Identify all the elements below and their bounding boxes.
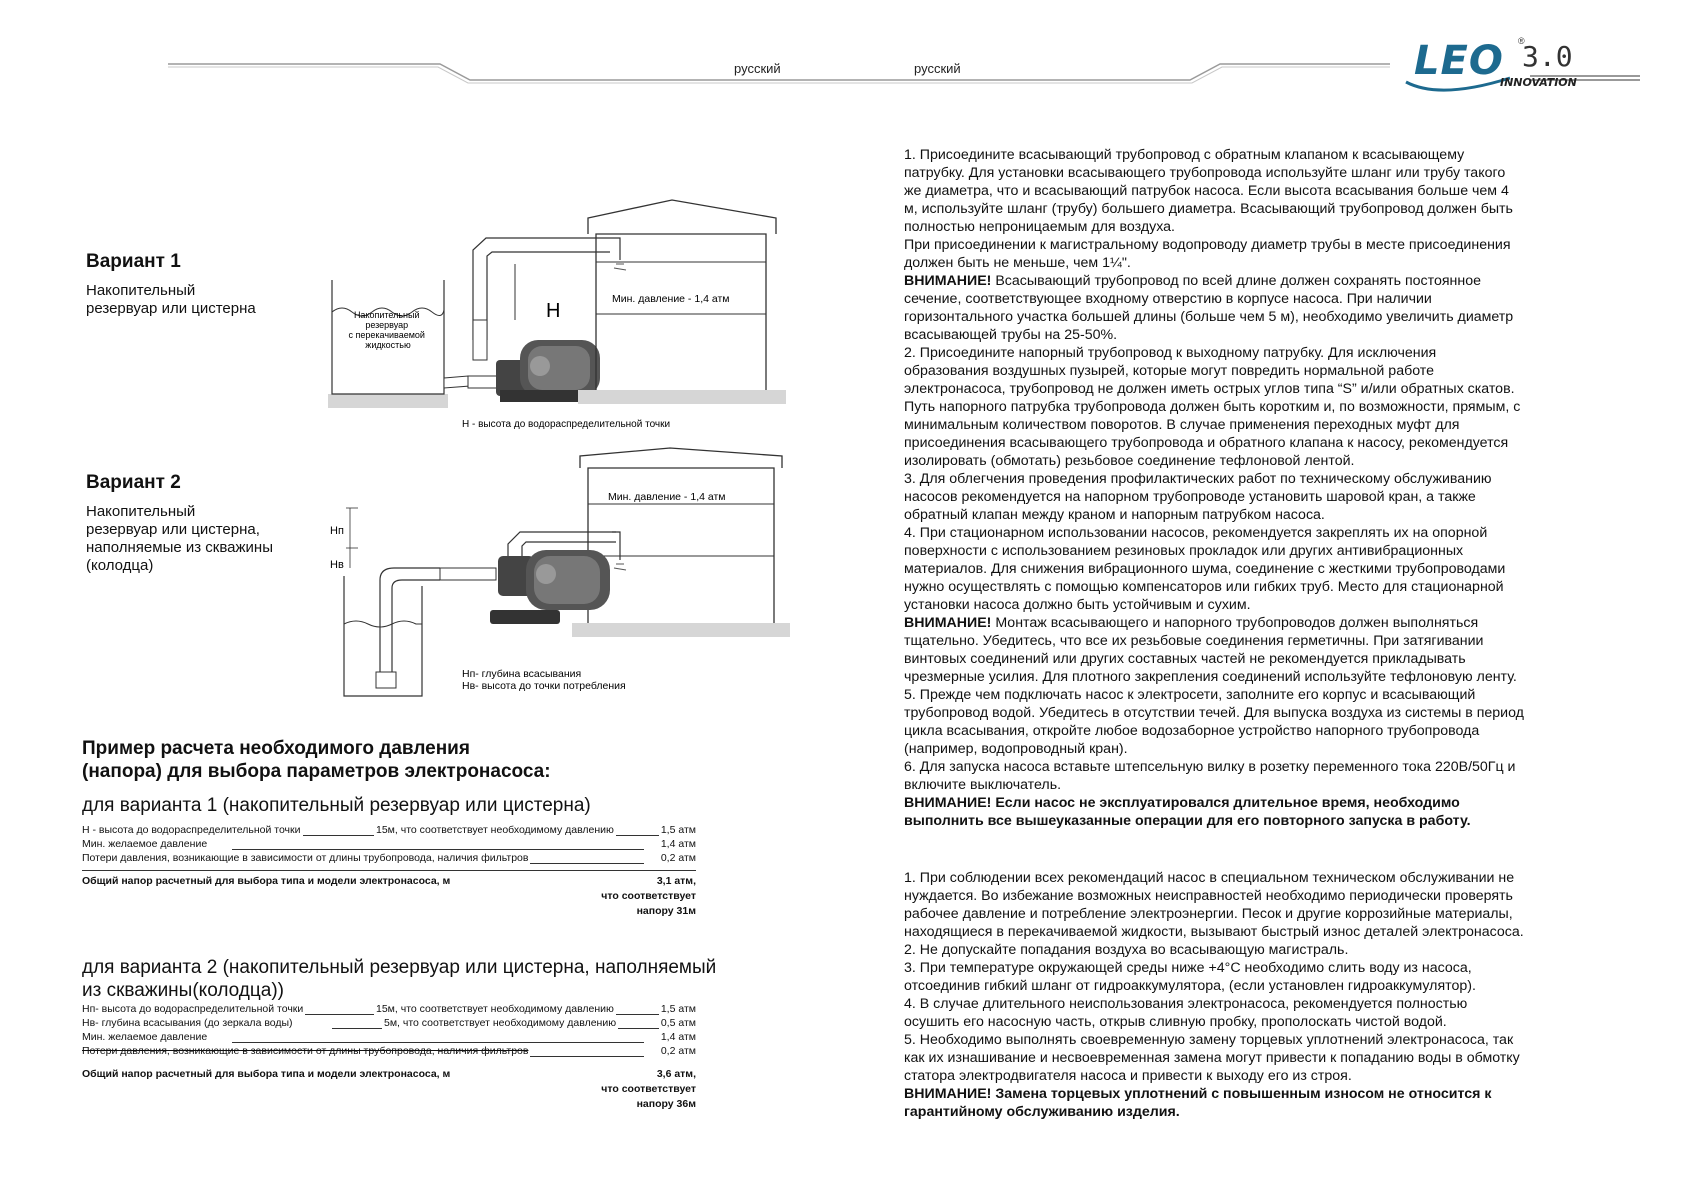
installation-line: материалов. Для снижения вибрационного шума, соединение с жесткими трубопроводами bbox=[904, 561, 1506, 577]
calc-row-value: 0,2 атм bbox=[660, 852, 696, 864]
calc-title-line: Пример расчета необходимого давления bbox=[82, 738, 470, 759]
variant2-desc-line: наполняемые из скважины bbox=[86, 539, 273, 556]
min-pressure-label: Мин. давление - 1,4 атм bbox=[608, 491, 726, 503]
installation-line: горизонтального участка большей длины (больше чем 5 м), необходимо увеличить диаметр bbox=[904, 309, 1514, 325]
calc-row-label: Hв- глубина всасывания (до зеркала воды) bbox=[82, 1017, 293, 1029]
warning-label: ВНИМАНИЕ! bbox=[904, 273, 992, 289]
warning-label: ВНИМАНИЕ! bbox=[904, 615, 992, 631]
maintenance-line: 3. При температуре окружающей среды ниже +4°С необходимо слить воду из насоса, bbox=[904, 960, 1472, 976]
maintenance-line: как их изнашивание и несвоевременная замена могут привести к попаданию воды в обмотку bbox=[904, 1050, 1520, 1066]
logo-tagline: INNOVATION bbox=[1500, 76, 1577, 89]
calc-v1-row bbox=[82, 838, 696, 851]
installation-line: (например, водопроводный кран). bbox=[904, 741, 1128, 757]
calc-v2-row bbox=[82, 1017, 696, 1030]
calc-v2-subtitle-line: для варианта 2 (накопительный резервуар или цистерна, наполняемый bbox=[82, 957, 717, 978]
variant1-desc-line: Накопительный bbox=[86, 282, 196, 299]
installation-line: 5. Прежде чем подключать насос к электросети, заполните его корпус и всасывающий bbox=[904, 687, 1476, 703]
installation-line: минимальным количеством поворотов. В случае применения переходных муфт для bbox=[904, 417, 1460, 433]
maintenance-line: осушить его насосную часть, открыв сливную пробку, прополоскать чистой водой. bbox=[904, 1014, 1447, 1030]
diagram-caption: H - высота до водораспределительной точки bbox=[462, 419, 671, 430]
discharge-pipe bbox=[473, 238, 610, 340]
calc-row-label: Hп- высота до водораспределительной точки bbox=[82, 1003, 304, 1015]
installation-line: полностью непроницаемым для воздуха. bbox=[904, 219, 1175, 235]
variant1-title: Вариант 1 bbox=[86, 251, 181, 272]
calc-v1-row bbox=[82, 852, 696, 865]
installation-line: сечение, соответствующее входному отверстию в корпусе насоса. При наличии bbox=[904, 291, 1432, 307]
ground-slab bbox=[328, 394, 448, 408]
installation-line: должен быть не меньше, чем 1¼". bbox=[904, 255, 1131, 271]
calc-row-value: 1,5 атм bbox=[660, 1003, 696, 1015]
house-foundation bbox=[572, 623, 790, 637]
calc-v1-divider bbox=[82, 870, 696, 871]
logo-brand-text: LEO bbox=[1414, 38, 1504, 84]
calc-title bbox=[82, 737, 551, 783]
installation-line: винтовых соединений или других составных частей не рекомендуется прикладывать bbox=[904, 651, 1466, 667]
brand-logo bbox=[1400, 36, 1650, 96]
installation-line: чрезмерные усилия. Для плотного закрепления соединений используйте тефлоновую ленту. bbox=[904, 669, 1517, 685]
installation-line bbox=[904, 794, 1524, 812]
installation-line: трубопровод водой. Убедитесь в отсутствии течей. Для выпуска воздуха из системы в период bbox=[904, 705, 1524, 721]
installation-line: м, используйте шланг (трубу) большего диаметра. Всасывающий трубопровод должен быть bbox=[904, 201, 1513, 217]
suction-pipe bbox=[440, 568, 496, 580]
installation-line: 2. Присоедините напорный трубопровод к выходному патрубку. Для исключения bbox=[904, 345, 1437, 361]
calc-total-value: 3,6 атм, что соответствует напору 36м bbox=[601, 1068, 696, 1110]
installation-line: 4. При стационарном использовании насосов, рекомендуется закреплять их на опорной bbox=[904, 525, 1488, 541]
maintenance-line: статора электродвигателя насоса и привести к выходу его из строя. bbox=[904, 1068, 1352, 1084]
pump-icon bbox=[490, 550, 610, 624]
installation-line: патрубку. Для установки всасывающего трубопровода используйте шланг или трубу такого bbox=[904, 165, 1506, 181]
height-label: H bbox=[546, 300, 561, 322]
hp-label: Hп bbox=[330, 525, 344, 537]
calc-row-note: 5м, что соответствует необходимому давлению bbox=[384, 1017, 617, 1029]
house-foundation bbox=[578, 390, 786, 404]
calc-v1-row bbox=[82, 824, 696, 837]
min-pressure-label: Мин. давление - 1,4 атм bbox=[612, 293, 730, 305]
logo-version-text: 3.0 bbox=[1522, 40, 1573, 73]
installation-line: присоединения всасывающего трубопровода и обратного клапана к насосу, рекомендуется bbox=[904, 435, 1509, 451]
variant2-description bbox=[86, 503, 273, 575]
diagram-legend: Hп- глубина всасывания Hв- высота до точки потребления bbox=[462, 668, 626, 692]
installation-line: установки насоса должно быть устойчивым и сухим. bbox=[904, 597, 1251, 613]
house-roof bbox=[588, 200, 776, 234]
installation-line: включите выключатель. bbox=[904, 777, 1062, 793]
variant2-desc-line: резервуар или цистерна, bbox=[86, 521, 260, 538]
warning-label: ВНИМАНИЕ! Замена торцевых уплотнений с повышенным износом не относится к bbox=[904, 1086, 1492, 1102]
installation-line: насосов рекомендуется на напорном трубопроводе установить шаровой кран, а также bbox=[904, 489, 1476, 505]
calc-title-line: (напора) для выбора параметров электронасоса: bbox=[82, 761, 551, 782]
tank-label: Накопительный резервуар с перекачиваемой жидкостью bbox=[348, 310, 425, 350]
installation-line: изолировать (обмотать) резьбовое соединение тефлоновой лентой. bbox=[904, 453, 1355, 469]
house-roof bbox=[580, 448, 782, 468]
calc-row-label: Потери давления, возникающие в зависимости от длины трубопровода, наличия фильтров bbox=[82, 852, 529, 864]
installation-line: ВНИМАНИЕ! Всасывающий трубопровод по всей длине должен сохранять постоянное bbox=[904, 273, 1482, 289]
installation-line: же диаметра, что и всасывающий патрубок насоса. Если высота всасывания больше чем 4 bbox=[904, 183, 1509, 199]
calc-v2-subtitle bbox=[82, 956, 716, 1002]
variant1-desc-line: резервуар или цистерна bbox=[86, 300, 256, 317]
warning-label: гарантийному обслуживанию изделия. bbox=[904, 1104, 1180, 1120]
installation-line: образования воздушных пузырей, которые могут повредить нормальной работе bbox=[904, 363, 1435, 379]
calc-v2-row bbox=[82, 1003, 696, 1016]
installation-line: 6. Для запуска насоса вставьте штепсельную вилку в розетку переменного тока 220В/50Гц и bbox=[904, 759, 1516, 775]
warning-label: выполнить все вышеуказанные операции для его повторного запуска в работу. bbox=[904, 813, 1471, 829]
maintenance-line bbox=[904, 1085, 1524, 1103]
calc-v2-row bbox=[82, 1031, 696, 1044]
installation-line: ВНИМАНИЕ! Монтаж всасывающего и напорного трубопроводов должен выполняться bbox=[904, 615, 1479, 631]
maintenance-line: нуждается. Во избежание возможных неисправностей необходимо периодически проверять bbox=[904, 888, 1513, 904]
calc-total-label: Общий напор расчетный для выбора типа и модели электронасоса, м bbox=[82, 875, 451, 887]
tap-icon bbox=[610, 238, 620, 260]
maintenance-line: 2. Не допускайте попадания воздуха во всасывающую магистраль. bbox=[904, 942, 1349, 958]
maintenance-line: 4. В случае длительного неиспользования электронасоса, рекомендуется полностью bbox=[904, 996, 1468, 1012]
installation-line: всасывающей трубы на 25-50%. bbox=[904, 327, 1118, 343]
calc-row-label: Мин. желаемое давление bbox=[82, 1031, 208, 1043]
installation-line: 3. Для облегчения проведения профилактических работ по техническому обслуживанию bbox=[904, 471, 1492, 487]
language-label-left: русский bbox=[734, 61, 781, 76]
installation-line: нужно осуществлять с помощью компенсаторов или гибких труб. Место для стационарной bbox=[904, 579, 1504, 595]
calc-row-value: 1,4 атм bbox=[660, 838, 696, 850]
maintenance-line: рабочее давление и потребление электроэнергии. Песок и другие коррозийные материалы, bbox=[904, 906, 1513, 922]
hv-label: Hв bbox=[330, 559, 344, 571]
calc-row-value: 0,5 атм bbox=[660, 1017, 696, 1029]
language-label-right: русский bbox=[914, 61, 961, 76]
calc-total-label: Общий напор расчетный для выбора типа и модели электронасоса, м bbox=[82, 1068, 451, 1080]
calc-v2-subtitle-line: из скважины(колодца)) bbox=[82, 980, 284, 1001]
logo-registered-mark: ® bbox=[1518, 36, 1525, 46]
house-walls bbox=[596, 234, 766, 390]
installation-line bbox=[904, 812, 1524, 830]
calc-row-value: 1,5 атм bbox=[660, 824, 696, 836]
installation-line: 1. Присоедините всасывающий трубопровод с обратным клапаном к всасывающему bbox=[904, 147, 1465, 163]
calc-row-label: Мин. желаемое давление bbox=[82, 838, 208, 850]
variant2-desc-line: Накопительный bbox=[86, 503, 196, 520]
installation-line: Путь напорного патрубка трубопровода должен быть коротким и, по возможности, прямым, с bbox=[904, 399, 1521, 415]
maintenance-line: 1. При соблюдении всех рекомендаций насос в специальном техническом обслуживании не bbox=[904, 870, 1515, 886]
maintenance-line bbox=[904, 1103, 1524, 1121]
installation-instructions bbox=[904, 146, 1524, 830]
installation-line: поверхности с использованием резиновых прокладок или других антивибрационных bbox=[904, 543, 1464, 559]
water-surface bbox=[344, 621, 422, 627]
calc-total-value: 3,1 атм, что соответствует напору 31м bbox=[601, 875, 696, 917]
calc-row-note: 15м, что соответствует необходимому давлению bbox=[376, 1003, 614, 1015]
variant2-title: Вариант 2 bbox=[86, 472, 181, 493]
variant1-description bbox=[86, 282, 256, 318]
installation-line: тщательно. Убедитесь, что все их резьбовые соединения герметичны. При затягивании bbox=[904, 633, 1484, 649]
variant2-diagram bbox=[330, 448, 800, 718]
maintenance-instructions bbox=[904, 869, 1524, 1121]
installation-line: При присоединении к магистральному водопроводу диаметр трубы в месте присоединения bbox=[904, 237, 1511, 253]
installation-line: электронасоса, трубопровод не должен иметь острых углов типа “S” и/или обратных скатов. bbox=[904, 381, 1515, 397]
calc-v2-row bbox=[82, 1045, 696, 1058]
variant2-desc-line: (колодца) bbox=[86, 557, 154, 574]
installation-line: цикла всасывания, откройте любое водозаборное устройство напорного трубопровода bbox=[904, 723, 1480, 739]
maintenance-line: находящиеся в перекачиваемой жидкости, вызывают быстрый износ деталей электронасоса. bbox=[904, 924, 1524, 940]
check-valve bbox=[376, 672, 396, 688]
suction-pipe bbox=[444, 376, 470, 388]
calc-row-note: 15м, что соответствует необходимому давлению bbox=[376, 824, 614, 836]
maintenance-line: 5. Необходимо выполнять своевременную замену торцевых уплотнений электронасоса, так bbox=[904, 1032, 1514, 1048]
calc-row-value: 0,2 атм bbox=[660, 1045, 696, 1057]
calc-row-value: 1,4 атм bbox=[660, 1031, 696, 1043]
calc-row-label: H - высота до водораспределительной точки bbox=[82, 824, 301, 836]
variant1-diagram bbox=[320, 200, 800, 440]
suction-pipe-segment bbox=[468, 376, 500, 388]
calc-row-label: Потери давления, возникающие в зависимости от длины трубопровода, наличия фильтров bbox=[82, 1045, 529, 1057]
maintenance-line: отсоединив гибкий шланг от гидроаккумулятора, (если установлен гидроаккумулятор). bbox=[904, 978, 1476, 994]
calc-v1-subtitle: для варианта 1 (накопительный резервуар или цистерна) bbox=[82, 795, 591, 816]
installation-line: обратный клапан между краном и напорным патрубком насоса. bbox=[904, 507, 1325, 523]
warning-label: ВНИМАНИЕ! Если насос не эксплуатировался длительное время, необходимо bbox=[904, 795, 1460, 811]
